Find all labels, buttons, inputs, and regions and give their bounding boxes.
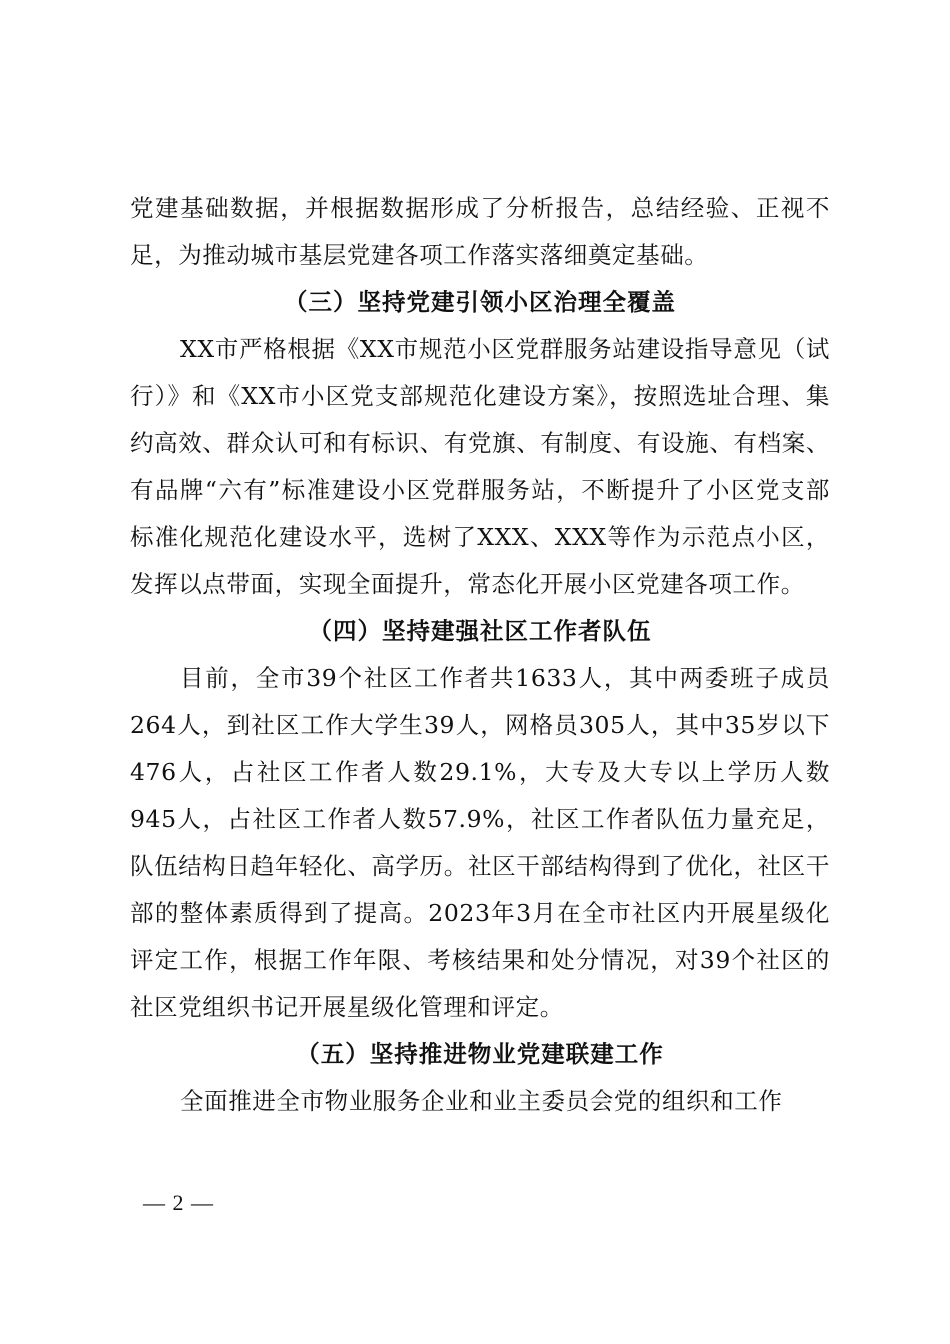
- continued-paragraph: 党建基础数据，并根据数据形成了分析报告，总结经验、正视不足，为推动城市基层党建各项工作落实落细奠定基础。: [130, 194, 830, 269]
- section-3-heading: （三）坚持党建引领小区治理全覆盖: [284, 288, 676, 316]
- section-5-heading: （五）坚持推进物业党建联建工作: [296, 1040, 664, 1068]
- page-number: — 2 —: [143, 1190, 214, 1215]
- section-5-paragraph: 全面推进全市物业服务企业和业主委员会党的组织和工作: [180, 1087, 783, 1115]
- document-body: [130, 185, 830, 1125]
- section-3-paragraph: XX市严格根据《XX市规范小区党群服务站建设指导意见（试行）》和《XX市小区党支部规范化建设方案》，按照选址合理、集约高效、群众认可和有标识、有党旗、有制度、有设施、有档案、有品牌“六有”标准建设小区党群服务站，不断提升了小区党支部标准化规范化建设水平，选树了XXX、XXX等作为示范点小区，发挥以点带面，实现全面提升，常态化开展小区党建各项工作。: [130, 335, 830, 598]
- section-4-paragraph: 目前，全市39个社区工作者共1633人，其中两委班子成员264人，到社区工作大学生39人，网格员305人，其中35岁以下476人，占社区工作者人数29.1%，大专及大专以上学历人数945人，占社区工作者人数57.9%，社区工作者队伍力量充足，队伍结构日趋年轻化、高学历。社区干部结构得到了优化，社区干部的整体素质得到了提高。2023年3月在全市社区内开展星级化评定工作，根据工作年限、考核结果和处分情况，对39个社区的社区党组织书记开展星级化管理和评定。: [130, 664, 830, 1021]
- section-4-heading: （四）坚持建强社区工作者队伍: [308, 617, 652, 645]
